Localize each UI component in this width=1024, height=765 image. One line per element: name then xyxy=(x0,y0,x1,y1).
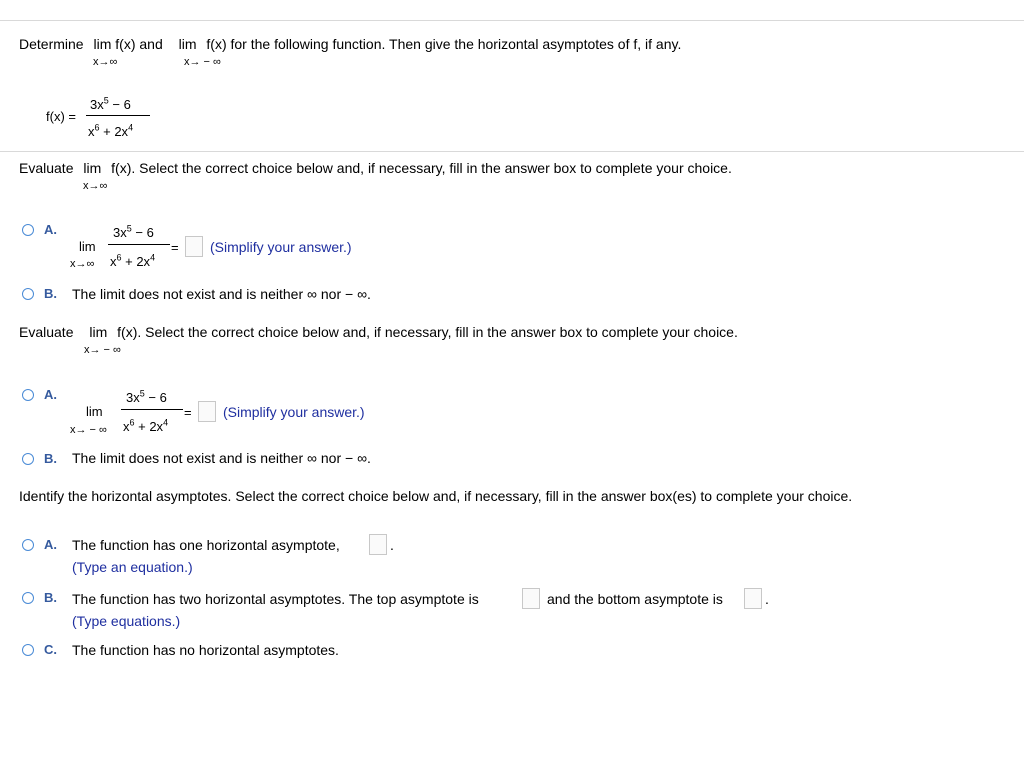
part1-answer-box[interactable] xyxy=(185,236,203,257)
function-denominator: $x^6 + 2x^4$ xyxy=(88,122,134,139)
top-divider xyxy=(0,20,1024,21)
part1-option-b-radio[interactable] xyxy=(22,288,34,300)
part2-option-a-lim: lim xyxy=(86,404,103,419)
part3-option-c-letter: C. xyxy=(44,642,57,657)
function-numerator: $3x^5 - 6$ xyxy=(90,95,131,112)
part3-instruction: Identify the horizontal asymptotes. Select the correct choice below and, if necessary, fill in the answer box(es) to complete your choice. xyxy=(19,488,853,504)
part3-option-b-letter: B. xyxy=(44,590,57,605)
part3-option-c-radio[interactable] xyxy=(22,644,34,656)
part1-option-a-subscript: x→∞ xyxy=(70,258,95,270)
part3-option-b-top-box[interactable] xyxy=(522,588,540,609)
part1-option-b-text: The limit does not exist and is neither ∞ nor − ∞. xyxy=(72,286,371,302)
part3-option-a-period: . xyxy=(390,537,394,553)
part3-option-a-letter: A. xyxy=(44,537,57,552)
part3-option-b-text1: The function has two horizontal asymptotes. The top asymptote is xyxy=(72,591,479,607)
part1-option-a-radio[interactable] xyxy=(22,224,34,236)
part1-option-a-numerator: $3x^5 - 6$ xyxy=(113,223,154,240)
part2-option-b-text: The limit does not exist and is neither ∞ nor − ∞. xyxy=(72,450,371,466)
part2-option-a-radio[interactable] xyxy=(22,389,34,401)
part3-option-b-period: . xyxy=(765,591,769,607)
part2-lim-subscript: x→ − ∞ xyxy=(84,344,121,356)
function-label: f(x) = xyxy=(46,109,76,124)
function-fraction-bar xyxy=(86,115,150,116)
part3-option-a-answer-box[interactable] xyxy=(369,534,387,555)
fx-and: f(x) and xyxy=(115,36,163,52)
part3-option-a-hint: (Type an equation.) xyxy=(72,559,193,575)
question-text xyxy=(19,36,681,52)
part1-option-b-letter: B. xyxy=(44,286,57,301)
part3-option-b-bottom-box[interactable] xyxy=(744,588,762,609)
part2-option-a-equals: = xyxy=(184,405,192,420)
lim-subscript-2: x→ − ∞ xyxy=(184,56,221,68)
part2-option-a-letter: A. xyxy=(44,387,57,402)
part1-option-a-hint: (Simplify your answer.) xyxy=(210,239,352,255)
part3-option-b-hint: (Type equations.) xyxy=(72,613,181,629)
part3-option-b-text2: and the bottom asymptote is xyxy=(547,591,723,607)
part1-lim-subscript: x→∞ xyxy=(83,180,108,192)
part1-option-a-fraction-bar xyxy=(108,244,170,245)
part2-option-a-hint: (Simplify your answer.) xyxy=(223,404,365,420)
part2-answer-box[interactable] xyxy=(198,401,216,422)
part2-instruction: Evaluate lim f(x). Select the correct choice below and, if necessary, fill in the answer box to complete your choice. xyxy=(19,324,738,340)
part2-option-a-numerator: $3x^5 - 6$ xyxy=(126,388,167,405)
part3-option-c-text: The function has no horizontal asymptotes. xyxy=(72,642,339,658)
part1-option-a-letter: A. xyxy=(44,222,57,237)
section-divider xyxy=(0,151,1024,152)
part1-option-a-equals: = xyxy=(171,240,179,255)
part2-option-a-subscript: x→ − ∞ xyxy=(70,424,107,436)
part1-option-a-denominator: $x^6 + 2x^4$ xyxy=(110,252,156,269)
lim-label-1: lim xyxy=(93,36,112,52)
part3-option-b-radio[interactable] xyxy=(22,592,34,604)
part2-option-b-letter: B. xyxy=(44,451,57,466)
part1-option-a-lim: lim xyxy=(79,239,96,254)
part3-option-a-radio[interactable] xyxy=(22,539,34,551)
part1-instruction: Evaluate lim f(x). Select the correct choice below and, if necessary, fill in the answer box to complete your choice. xyxy=(19,160,732,176)
lim-subscript-1: x→∞ xyxy=(93,56,118,68)
part3-option-a-text: The function has one horizontal asymptote, xyxy=(72,537,340,553)
part2-option-a-fraction-bar xyxy=(121,409,183,410)
part2-option-b-radio[interactable] xyxy=(22,453,34,465)
lim-label-2: lim xyxy=(178,36,197,52)
part2-option-a-denominator: $x^6 + 2x^4$ xyxy=(123,417,169,434)
determine-word: Determine xyxy=(19,36,84,52)
question-rest: f(x) for the following function. Then give the horizontal asymptotes of f, if any. xyxy=(206,36,682,52)
